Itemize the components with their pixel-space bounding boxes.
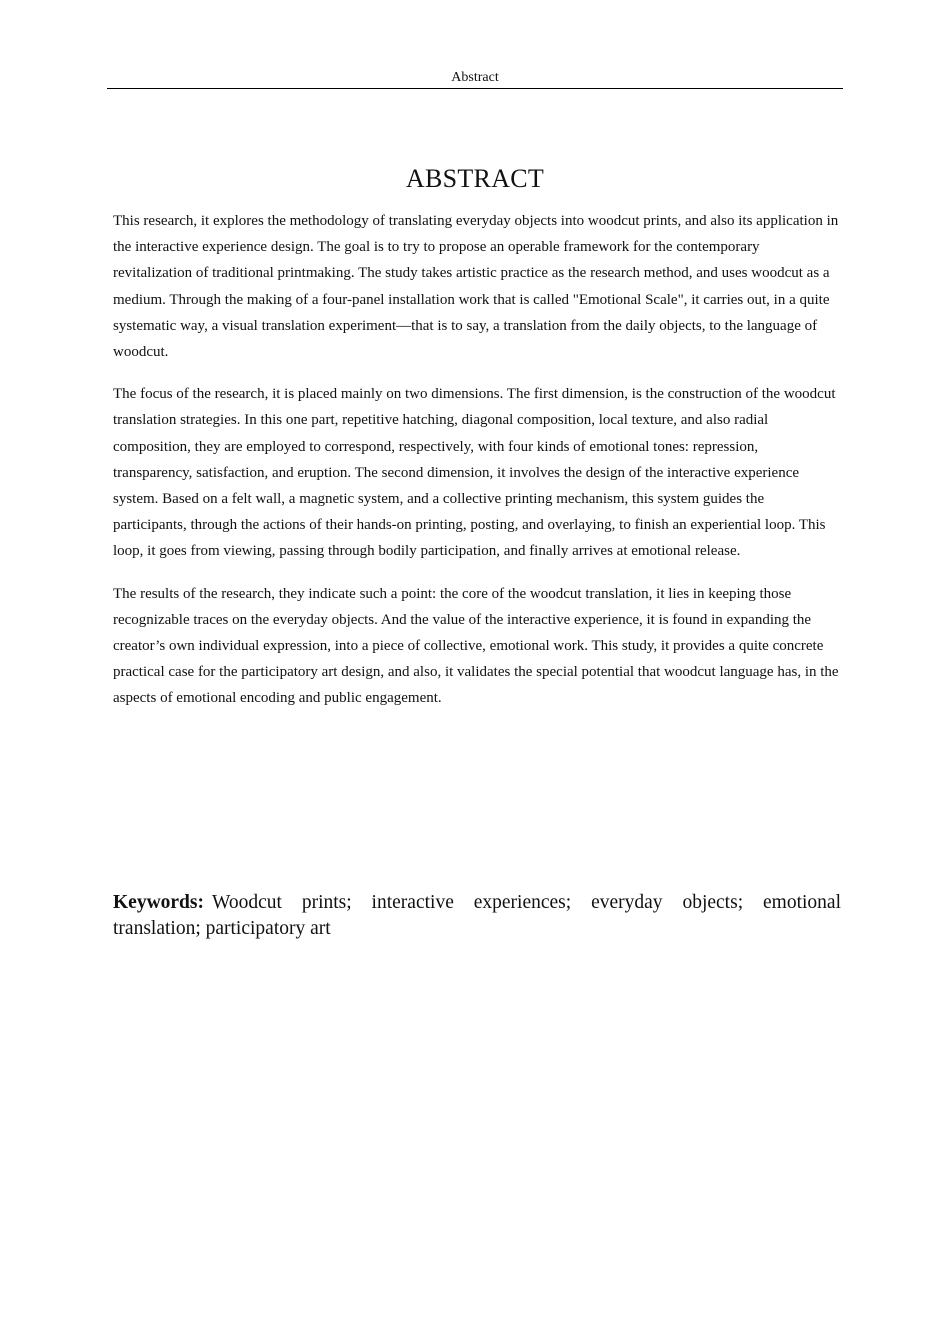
running-header: Abstract [451, 70, 499, 85]
abstract-paragraph-3: The results of the research, they indicate such a point: the core of the woodcut translation, it lies in keeping those recognizable traces on the everyday objects. And the value of the interactive experience, it is found in expanding the creator’s own individual expression, into a piece of collective, emotional work. This study, it provides a quite concrete practical case for the participatory art design, and also, it validates the special potential that woodcut language has, in the aspects of emotional encoding and public engagement. [113, 585, 839, 707]
abstract-paragraph-1: This research, it explores the methodology of translating everyday objects into woodcut prints, and also its application in the interactive experience design. The goal is to try to propose an operable framework for the contemporary revitalization of traditional printmaking. The study takes artistic practice as the research method, and uses woodcut as a medium. Through the making of a four-panel installation work that is called "Emotional Scale", it carries out, in a quite systematic way, a visual translation experiment—that is to say, a translation from the daily objects, to the language of woodcut. [113, 213, 839, 361]
keywords-text: Woodcut prints; interactive experiences; everyday objects; emotional translation; participatory art [113, 892, 841, 939]
keywords-label: Keywords: [113, 892, 204, 913]
abstract-body [113, 208, 839, 728]
abstract-paragraph-2: The focus of the research, it is placed mainly on two dimensions. The first dimension, is the construction of the woodcut translation strategies. In this one part, repetitive hatching, diagonal composition, local texture, and also radial composition, they are employed to correspond, respectively, with four kinds of emotional tones: repression, transparency, satisfaction, and eruption. The second dimension, it involves the design of the interactive experience system. Based on a felt wall, a magnetic system, and a collective printing mechanism, this system guides the participants, through the actions of their hands-on printing, posting, and overlaying, to finish an experiential loop. This loop, it goes from viewing, passing through bodily participation, and finally arrives at emotional release. [113, 386, 836, 560]
header-divider [107, 88, 843, 89]
page-title: ABSTRACT [405, 164, 545, 194]
keywords-block [113, 890, 841, 942]
